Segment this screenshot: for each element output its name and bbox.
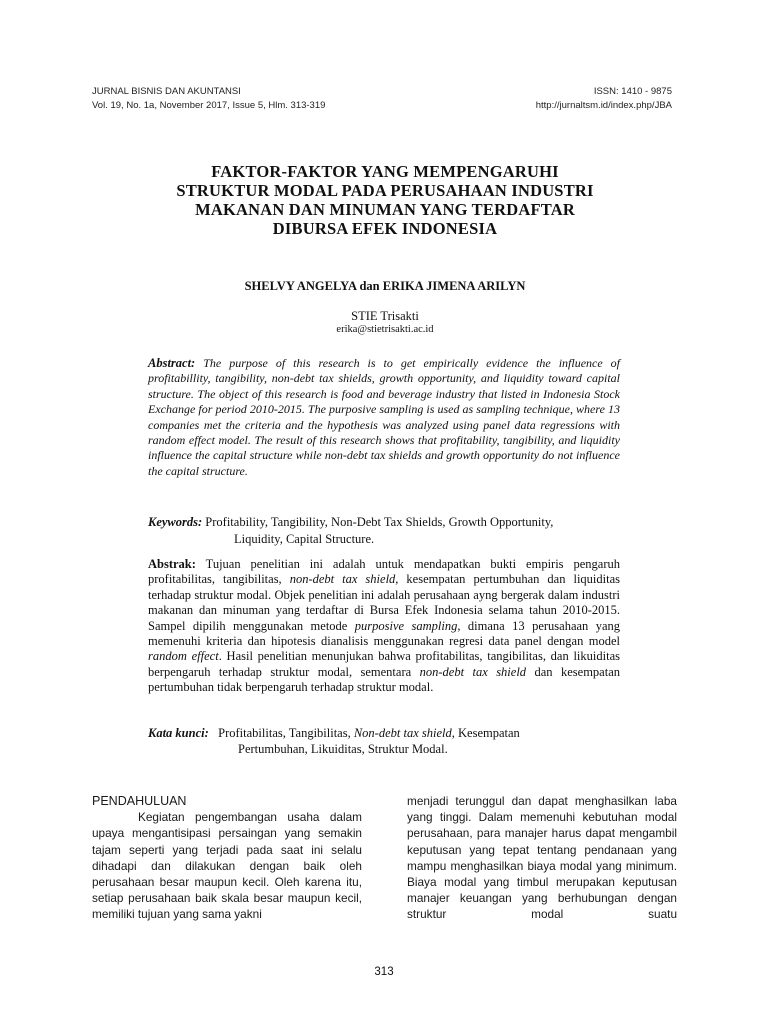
title-line: MAKANAN DAN MINUMAN YANG TERDAFTAR <box>195 200 575 219</box>
kata-kunci-line: Pertumbuhan, Likuiditas, Struktur Modal. <box>238 742 448 756</box>
abstract-label: Abstract: <box>148 356 196 370</box>
kata-kunci-text: , Kesempatan <box>451 726 520 740</box>
abstrak-italic: random effect <box>148 649 219 664</box>
kata-kunci-label: Kata kunci: <box>148 726 209 740</box>
abstrak-text: Tujuan penelitian ini adalah untuk mendapatkan bukti empiris pengaruh profitabilitas, tangibilitas, <box>148 557 620 587</box>
page-number: 313 <box>374 966 394 978</box>
journal-volume: Vol. 19, No. 1a, November 2017, Issue 5, Hlm. 313-319 <box>92 100 326 111</box>
abstrak-italic: non-debt tax shield <box>419 664 527 679</box>
abstrak-text: . Hasil penelitian menunjukan bahwa profitabilitas, tangibilitas, dan likuiditas berpengaruh terhadap struktur modal, sementara <box>148 649 620 679</box>
keywords-english <box>148 514 620 548</box>
author-email[interactable]: erika@stietrisakti.ac.id <box>336 324 434 335</box>
abstrak-label: Abstrak: <box>148 557 196 571</box>
abstract-english <box>148 356 620 479</box>
abstrak-italic: purposive sampling <box>354 618 458 633</box>
affiliation: STIE Trisakti <box>351 309 419 323</box>
journal-header-left <box>92 85 325 113</box>
abstrak-text: , kesempatan pertumbuhan dan liquiditas terhadap struktur modal. Objek penelitian ini adalah perusahaan ayng bergerak dalam industri makanan dan minuman yang terdaftar di Bursa Efek Indonesia selama tahun 2010-2015. Sampel dipilih menggunakan metode <box>148 572 620 633</box>
body-paragraph: Kegiatan pengembangan usaha dalam upaya mengantisipasi persaingan yang semakin tajam seperti yang terjadi pada saat ini selalu dihadapi dan dilakukan dengan baik oleh perusahaan besar maupun kecil. Oleh karena itu, setiap perusahaan baik skala besar maupun kecil, memiliki tujuan yang sama yakni <box>92 810 362 922</box>
keywords-line: Liquidity, Capital Structure. <box>234 532 375 546</box>
body-paragraph: menjadi terunggul dan dapat menghasilkan laba yang tinggi. Dalam memenuhi kebutuhan modal perusahaan, para manajer harus dapat mengambil keputusan yang tepat tentang pendanaan yang mampu menghasilkan biaya modal yang minimum. Biaya modal yang timbul merupakan keputusan manajer keuangan yang berhubungan dengan struktur modal suatu <box>407 794 677 922</box>
keywords-line: Profitability, Tangibility, Non-Debt Tax Shields, Growth Opportunity, <box>205 515 554 529</box>
abstract-indonesian <box>148 557 620 696</box>
journal-url[interactable]: http://jurnaltsm.id/index.php/JBA <box>535 100 672 111</box>
title-line: STRUKTUR MODAL PADA PERUSAHAAN INDUSTRI <box>176 181 594 200</box>
abstract-text: The purpose of this research is to get empirically evidence the influence of profitabillity, tangibility, non-debt tax shields, growth opportunity, and liquidity toward capital structure. The object of this research is food and beverage industry that listed in Indonesia Stock Exchange for period 2010-2015. The purposive sampling is used as sampling technique, where 13 companies met the criteria and the hypothesis was analyzed using panel data regressions with random effect model. The result of this research shows that profitability, tangibility, and liquidity influence the capital structure while non-debt tax shields and growth opportunity do not influence the capital structure. <box>148 356 620 478</box>
abstrak-text: , dimana 13 perusahaan yang memenuhi kriteria dan hipotesis dianalisis menggunakan regresi data panel dengan model <box>148 618 621 649</box>
keywords-indonesian <box>148 725 620 757</box>
body-column-left <box>92 793 362 923</box>
title-line: DIBURSA EFEK INDONESIA <box>272 219 498 238</box>
abstrak-text: dan kesempatan pertumbuhan tidak berpengaruh terhadap struktur modal. <box>148 664 620 695</box>
abstrak-italic: non-debt tax shield <box>289 572 396 587</box>
section-heading: PENDAHULUAN <box>92 794 187 808</box>
body-column-right <box>407 793 677 923</box>
journal-name: JURNAL BISNIS DAN AKUNTANSI <box>92 86 241 97</box>
paper-title <box>110 162 660 238</box>
kata-kunci-italic: Non-debt tax shield <box>353 726 452 740</box>
kata-kunci-text: Profitabilitas, Tangibilitas, <box>218 726 351 740</box>
keywords-label: Keywords: <box>148 515 203 529</box>
journal-issn: ISSN: 1410 - 9875 <box>593 86 672 97</box>
title-line: FAKTOR-FAKTOR YANG MEMPENGARUHI <box>211 162 559 181</box>
journal-header-right <box>536 85 672 113</box>
authors: SHELVY ANGELYA dan ERIKA JIMENA ARILYN <box>244 279 526 293</box>
